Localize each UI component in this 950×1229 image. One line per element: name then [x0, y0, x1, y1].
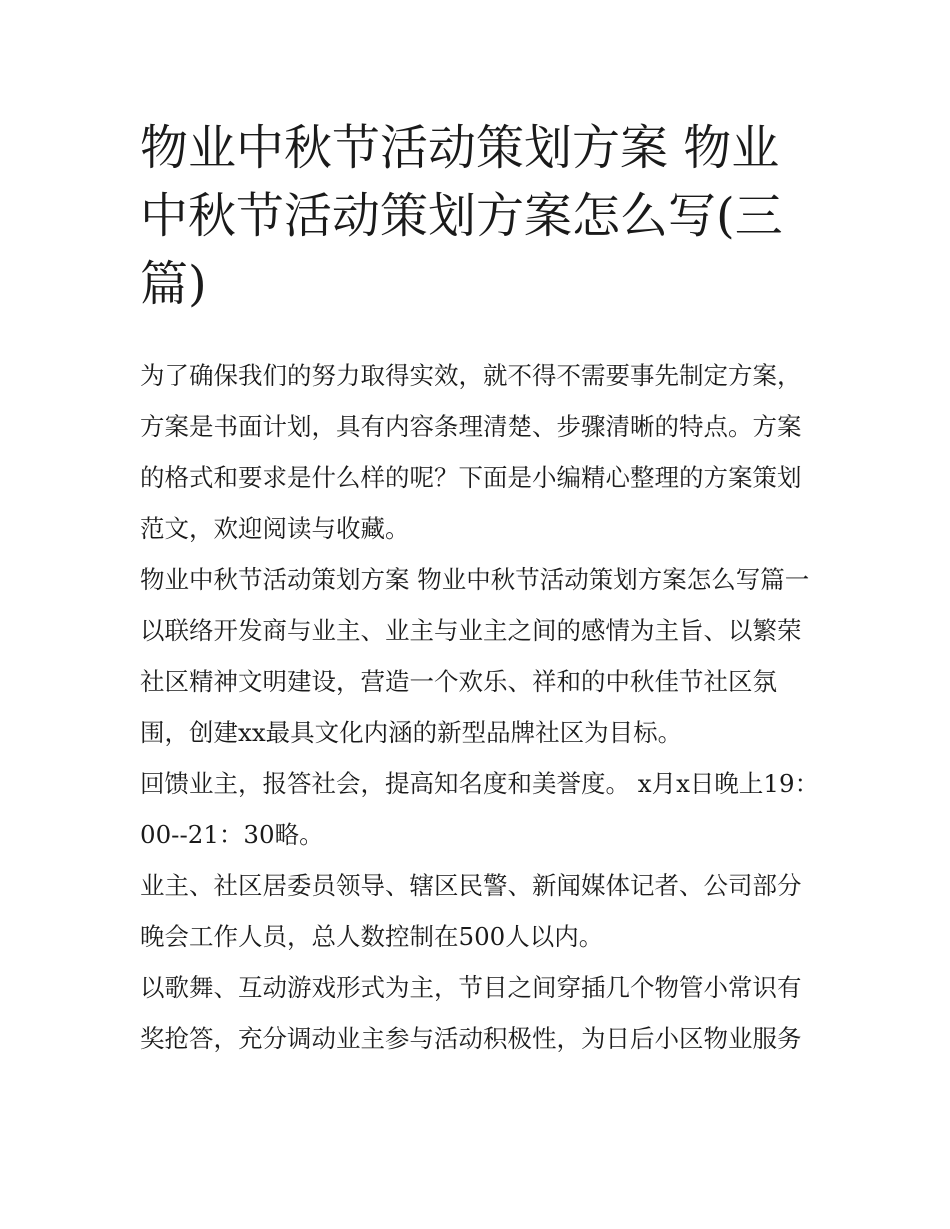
- paragraph-intro: 为了确保我们的努力取得实效，就不得不需要事先制定方案，方案是书面计划，具有内容条理清楚、步骤清晰的特点。方案的格式和要求是什么样的呢？下面是小编精心整理的方案策划范文，欢迎阅读与收藏。: [140, 361, 802, 543]
- paragraph-format: 以歌舞、互动游戏形式为主，节目之间穿插几个物管小常识有奖抢答，充分调动业主参与活动积极性，为日后小区物业服务: [140, 973, 802, 1053]
- document-body: [140, 350, 820, 1064]
- paragraph-goal-time: 回馈业主，报答社会，提高知名度和美誉度。 x月x日晚上19：00--21：30略。: [140, 769, 820, 849]
- document-title: 物业中秋节活动策划方案 物业中秋节活动策划方案怎么写(三篇): [140, 120, 783, 312]
- paragraph-purpose: 以联络开发商与业主、业主与业主之间的感情为主旨、以繁荣社区精神文明建设，营造一个欢乐、祥和的中秋佳节社区氛围，创建xx最具文化内涵的新型品牌社区为目标。: [140, 616, 802, 747]
- paragraph-participants: 业主、社区居委员领导、辖区民警、新闻媒体记者、公司部分晚会工作人员，总人数控制在500人以内。: [140, 871, 802, 951]
- paragraph-section-heading: 物业中秋节活动策划方案 物业中秋节活动策划方案怎么写篇一: [140, 565, 810, 594]
